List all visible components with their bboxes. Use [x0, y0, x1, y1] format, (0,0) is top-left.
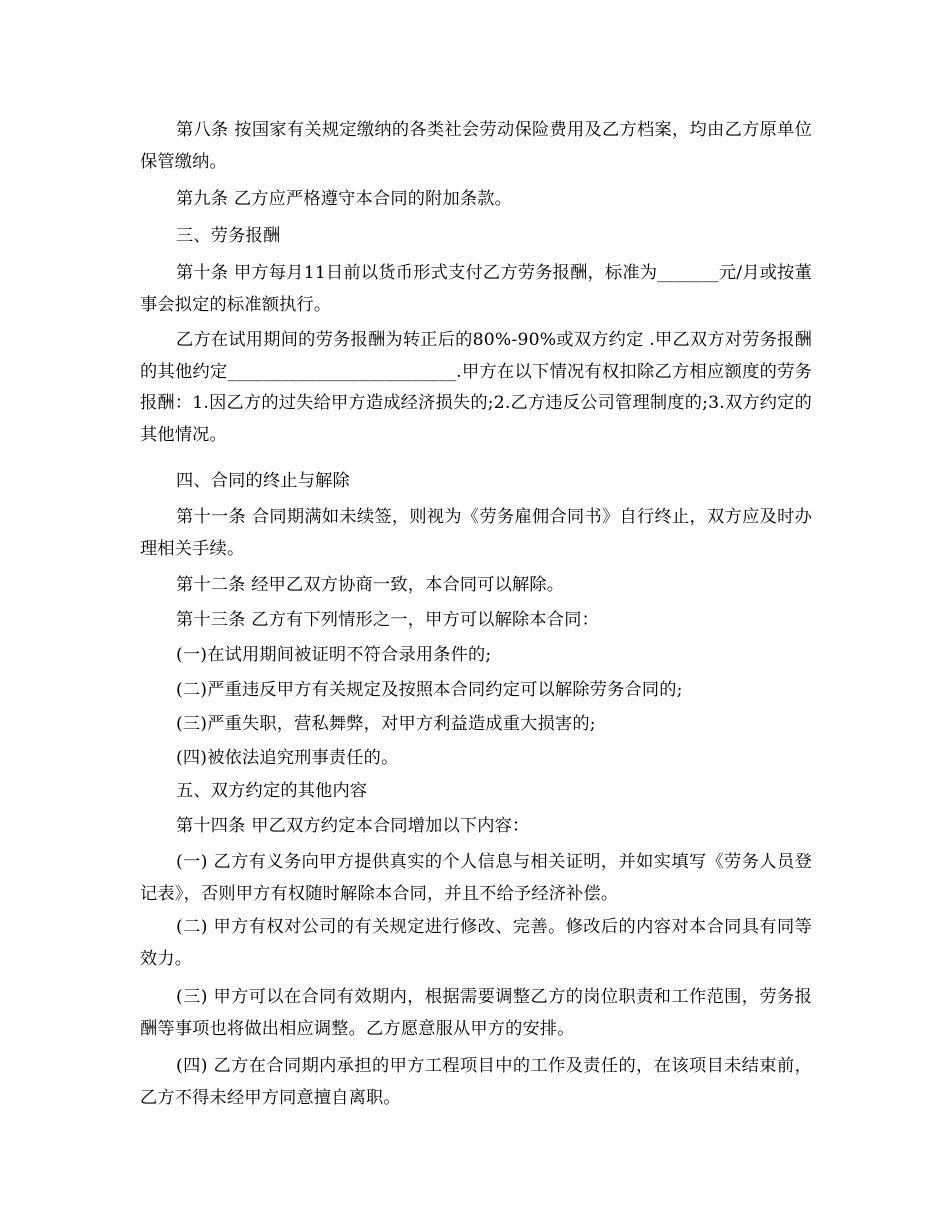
paragraph-article-10: 第十条 甲方每月11日前以货币形式支付乙方劳务报酬，标准为_______元/月或按董事会拟定的标准额执行。 — [140, 263, 812, 315]
clause-1: (一) 乙方有义务向甲方提供真实的个人信息与相关证明，并如实填写《劳务人员登记表》，否则甲方有权随时解除本合同，并且不给予经济补偿。 — [140, 852, 812, 904]
paragraph-article-9: 第九条 乙方应严格遵守本合同的附加条款。 — [176, 189, 513, 209]
clause-4: (四) 乙方在合同期内承担的甲方工程项目中的工作及责任的，在该项目未结束前，乙方不得未经甲方同意擅自离职。 — [140, 1056, 812, 1108]
list-item-3: (三)严重失职，营私舞弊，对甲方利益造成重大损害的; — [176, 714, 596, 734]
section-heading-termination: 四、合同的终止与解除 — [176, 471, 350, 491]
paragraph-article-12: 第十二条 经甲乙双方协商一致，本合同可以解除。 — [176, 575, 565, 595]
paragraph-article-11: 第十一条 合同期满如未续签，则视为《劳务雇佣合同书》自行终止，双方应及时办理相关手续。 — [140, 507, 812, 559]
paragraph-probation-pay: 乙方在试用期间的劳务报酬为转正后的80%-90%或双方约定 .甲乙双方对劳务报酬的其他约定__________________________.甲方在以下情况有权扣除乙方相应额度的劳务报酬：1.因乙方的过失给甲方造成经济损失的;2.乙方违反公司管理制度的;3.双方约定的其他情况。 — [140, 330, 812, 445]
list-item-1: (一)在试用期间被证明不符合录用条件的; — [176, 645, 492, 665]
section-heading-other: 五、双方约定的其他内容 — [176, 781, 368, 801]
paragraph-article-13: 第十三条 乙方有下列情形之一，甲方可以解除本合同： — [176, 610, 599, 630]
list-item-4: (四)被依法追究刑事责任的。 — [176, 748, 399, 768]
paragraph-article-14: 第十四条 甲乙双方约定本合同增加以下内容： — [176, 816, 530, 836]
list-item-2: (二)严重违反甲方有关规定及按照本合同约定可以解除劳务合同的; — [176, 680, 683, 700]
clause-3: (三) 甲方可以在合同有效期内，根据需要调整乙方的岗位职责和工作范围，劳务报酬等事项也将做出相应调整。乙方愿意服从甲方的安排。 — [140, 987, 812, 1039]
section-heading-remuneration: 三、劳务报酬 — [176, 226, 281, 246]
clause-2: (二) 甲方有权对公司的有关规定进行修改、完善。修改后的内容对本合同具有同等效力。 — [140, 917, 812, 969]
paragraph-article-8: 第八条 按国家有关规定缴纳的各类社会劳动保险费用及乙方档案，均由乙方原单位保管缴纳。 — [140, 120, 812, 172]
